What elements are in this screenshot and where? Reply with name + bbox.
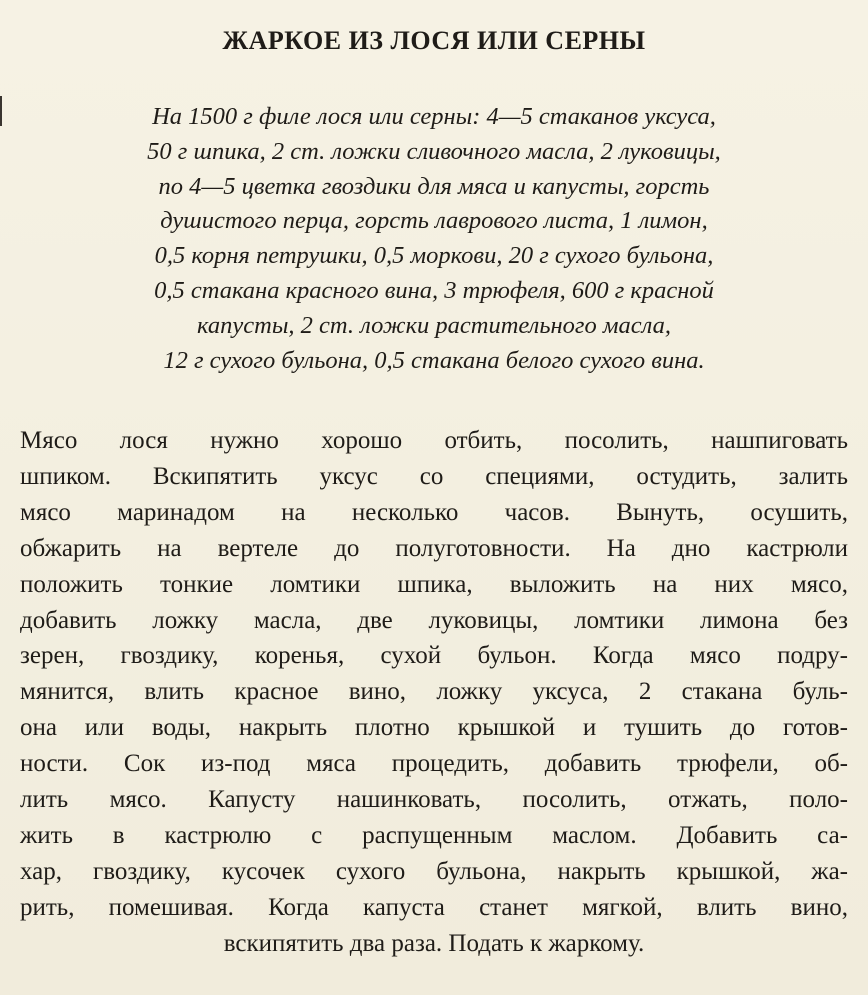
instruction-line: добавить ложку масла, две луковицы, ломтики лимона без [20, 606, 848, 634]
instruction-line: мянится, влить красное вино, ложку уксуса, 2 стакана буль- [20, 678, 848, 706]
instruction-line: обжарить на вертеле до полуготовности. На дно кастрюли [20, 534, 848, 562]
ingredients-line: душистого перца, горсть лаврового листа, 1 лимон, [160, 207, 708, 235]
instruction-line: ности. Сок из-под мяса процедить, добавить трюфели, об- [20, 750, 848, 778]
instruction-line: мясо маринадом на несколько часов. Вынуть, осушить, [20, 498, 848, 526]
ingredients-line: 0,5 стакана красного вина, 3 трюфеля, 600 г красной [154, 276, 714, 304]
ingredients-line: 50 г шпика, 2 ст. ложки сливочного масла, 2 луковицы, [147, 137, 721, 165]
instruction-line: жить в кастрюлю с распущенным маслом. Добавить са- [20, 821, 848, 849]
ingredients-line: На 1500 г филе лося или серны: 4—5 стаканов уксуса, [152, 103, 716, 130]
instruction-line: хар, гвоздику, кусочек сухого бульона, накрыть крышкой, жа- [20, 857, 848, 885]
instruction-line: рить, помешивая. Когда капуста станет мягкой, влить вино, [20, 893, 848, 921]
instruction-line: лить мясо. Капусту нашинковать, посолить, отжать, поло- [20, 786, 848, 814]
ingredients-line: 0,5 корня петрушки, 0,5 моркови, 20 г сухого бульона, [154, 242, 714, 270]
ingredients-line: по 4—5 цветка гвоздики для мяса и капусты, горсть [158, 172, 710, 200]
recipe-instructions [20, 423, 848, 962]
recipe-title: ЖАРКОЕ ИЗ ЛОСЯ ИЛИ СЕРНЫ [222, 26, 646, 55]
instruction-line: шпиком. Вскипятить уксус со специями, остудить, залить [20, 462, 848, 490]
instruction-line: вскипятить два раза. Подать к жаркому. [223, 929, 645, 957]
instruction-line: положить тонкие ломтики шпика, выложить на них мясо, [20, 570, 848, 598]
instruction-line: Мясо лося нужно хорошо отбить, посолить, нашпиговать [20, 427, 848, 454]
ingredients-line: 12 г сухого бульона, 0,5 стакана белого сухого вина. [163, 346, 705, 374]
page-edge-mark [0, 96, 2, 126]
instruction-line: зерен, гвоздику, коренья, сухой бульон. Когда мясо подру- [20, 642, 848, 670]
instruction-line: она или воды, накрыть плотно крышкой и тушить до готов- [20, 714, 848, 742]
ingredients-block [40, 100, 828, 378]
ingredients-line: капусты, 2 ст. ложки растительного масла, [197, 311, 671, 339]
